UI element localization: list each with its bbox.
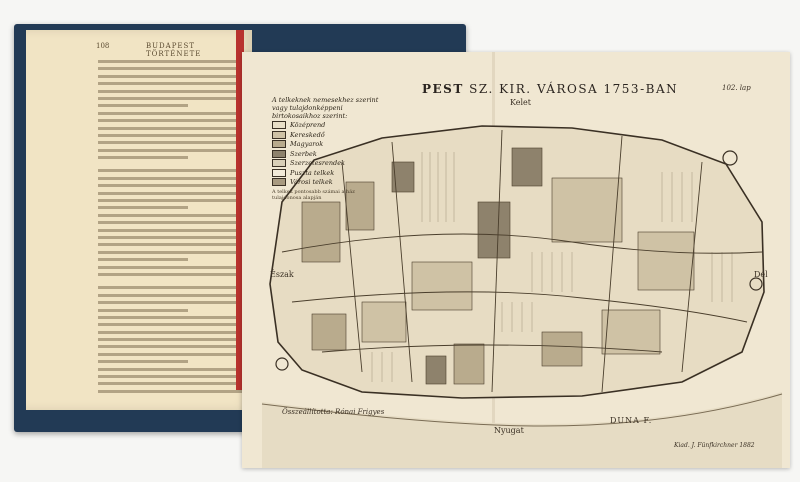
text-line xyxy=(98,323,242,326)
text-line xyxy=(98,192,242,195)
legend-item xyxy=(272,169,384,178)
map-signature: Összeállította: Rónai Frigyes xyxy=(282,408,385,416)
map-title-city: PEST xyxy=(422,82,464,96)
text-line xyxy=(98,134,245,137)
map-title-rest: SZ. KIR. VÁROSA 1753-BAN xyxy=(469,82,679,96)
text-line xyxy=(98,375,245,378)
legend-swatch xyxy=(272,159,286,167)
text-line xyxy=(98,221,245,224)
text-line xyxy=(98,169,242,172)
text-line xyxy=(98,104,188,107)
legend-label: Kereskedő xyxy=(290,130,325,139)
map-plate-note: 102. lap xyxy=(722,84,751,92)
text-line xyxy=(98,316,248,319)
text-line xyxy=(98,229,248,232)
folded-map xyxy=(242,52,790,468)
text-line xyxy=(98,141,248,144)
text-line xyxy=(98,294,248,297)
legend-item xyxy=(272,140,384,149)
text-line xyxy=(98,199,245,202)
text-line xyxy=(98,236,242,239)
running-head: BUDAPEST TÖRTÉNETE xyxy=(146,42,202,58)
legend-swatch xyxy=(272,121,286,129)
legend-label: Puszta telkek xyxy=(290,168,335,177)
legend-item xyxy=(272,121,384,130)
text-line xyxy=(98,60,242,63)
text-line xyxy=(98,156,188,159)
legend-label: Szerzetesrendek xyxy=(290,159,345,168)
text-line xyxy=(98,127,242,130)
text-line xyxy=(98,273,248,276)
legend-item xyxy=(272,159,384,168)
text-line xyxy=(98,345,242,348)
text-line xyxy=(98,90,245,93)
legend-swatch xyxy=(272,140,286,148)
legend-swatch xyxy=(272,150,286,158)
river-label: DUNA F. xyxy=(610,416,653,425)
legend-title: A telkeknek nemesekhez szerint vagy tulajdonképpeni birtokosaikhoz szerint: xyxy=(272,96,379,120)
legend-label: Magyarok xyxy=(290,140,324,149)
legend-swatch xyxy=(272,178,286,186)
legend-item xyxy=(272,178,384,187)
compass-north: Észak xyxy=(270,270,294,279)
text-line xyxy=(98,97,248,100)
text-line xyxy=(98,149,242,152)
text-line xyxy=(98,82,242,85)
compass-west: Nyugat xyxy=(494,426,524,435)
legend-note: A telkek pontosabb számai a ház tulajdonosa alapján xyxy=(272,188,355,201)
left-book-page xyxy=(26,30,252,410)
legend-item xyxy=(272,131,384,140)
text-line xyxy=(98,258,188,261)
compass-east: Kelet xyxy=(510,98,532,107)
text-line xyxy=(98,75,248,78)
text-line xyxy=(98,382,248,385)
map-legend xyxy=(272,96,384,201)
text-line xyxy=(98,184,248,187)
legend-label: Városi telkek xyxy=(290,178,333,187)
legend-swatch xyxy=(272,131,286,139)
compass-south: Dél xyxy=(754,270,768,279)
map-title xyxy=(422,82,678,96)
text-line xyxy=(98,251,248,254)
text-line xyxy=(98,368,242,371)
text-line xyxy=(98,266,245,269)
text-line xyxy=(98,301,242,304)
legend-item xyxy=(272,150,384,159)
text-line xyxy=(98,286,245,289)
page-text-block xyxy=(98,60,248,400)
text-line xyxy=(98,112,245,115)
text-line xyxy=(98,119,248,122)
text-line xyxy=(98,67,245,70)
text-line xyxy=(98,309,188,312)
text-line xyxy=(98,338,248,341)
legend-swatch xyxy=(272,169,286,177)
text-line xyxy=(98,353,245,356)
text-line xyxy=(98,390,242,393)
text-line xyxy=(98,360,188,363)
text-line xyxy=(98,177,245,180)
text-line xyxy=(98,243,245,246)
text-line xyxy=(98,214,242,217)
map-printer: Kiad. J. Fünfkirchner 1882 xyxy=(674,442,755,449)
text-line xyxy=(98,206,188,209)
legend-label: Szerbek xyxy=(290,149,317,158)
page-number: 108 xyxy=(96,42,110,50)
legend-label: Középrend xyxy=(290,121,326,130)
text-line xyxy=(98,331,245,334)
page-header xyxy=(26,42,252,58)
